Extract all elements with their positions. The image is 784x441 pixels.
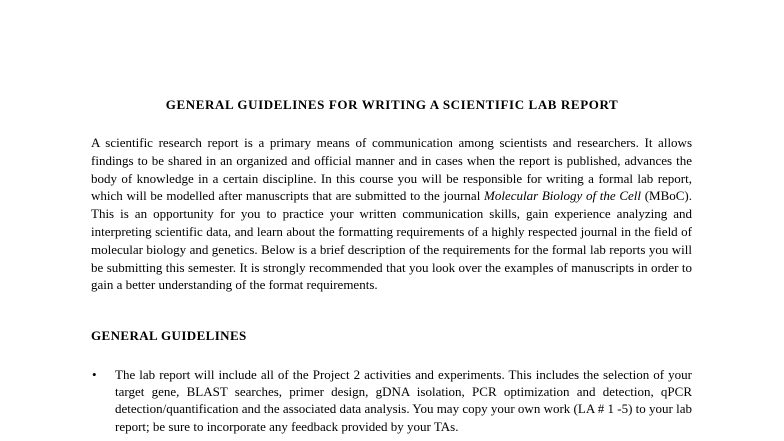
intro-paragraph [91, 134, 692, 294]
intro-text-part2: (MBoC). This is an opportunity for you to practice your written communication skills, gain experience analyzing and interpreting scientific data, and learn about the formatting requirements of a highly respected journal in the field of molecular biology and genetics. Below is a brief description of the requirements for the formal lab reports you will be submitting this semester. It is strongly recommended that you look over the examples of manuscripts in order to gain a better understanding of the format requirements. [91, 188, 692, 293]
bullet-marker: • [92, 367, 97, 382]
journal-name: Molecular Biology of the Cell [484, 188, 641, 204]
section-heading: GENERAL GUIDELINES [91, 328, 247, 343]
intro-text-part1: A scientific research report is a primary means of communication among scientists and researchers. It allows findings to be shared in an organized and official manner and in cases when the report is published, advances the body of knowledge in a certain discipline. In this course you will be responsible for writing a formal lab report, which will be modelled after manuscripts that are submitted to the journal [91, 135, 692, 204]
document-title: GENERAL GUIDELINES FOR WRITING A SCIENTIFIC LAB REPORT [165, 97, 619, 112]
bullet-item-text: The lab report will include all of the Project 2 activities and experiments. This includes the selection of your target gene, BLAST searches, primer design, gDNA isolation, PCR optimization and detection, qPCR detection/quantification and the associated data analysis. You may copy your own work (LA # 1 -5) to your lab report; be sure to incorporate any feedback provided by your TAs. [115, 367, 692, 434]
